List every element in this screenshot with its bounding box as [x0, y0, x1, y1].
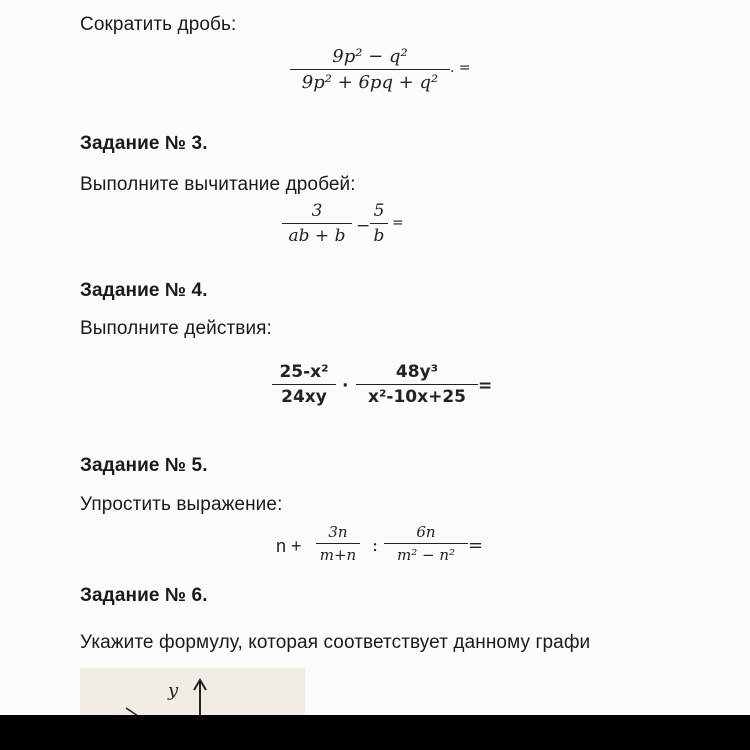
fraction-bar: [316, 543, 360, 544]
task5-frac2-denominator: m² − n²: [396, 546, 455, 564]
fraction-bar: [282, 223, 352, 224]
task3-frac1-numerator: 3: [311, 201, 323, 221]
task3-fraction-2: [370, 201, 388, 246]
task3-heading: Задание № 3.: [80, 133, 208, 154]
task2-equals: . =: [450, 60, 471, 76]
task5-frac1-denominator: m+n: [319, 546, 357, 564]
task4-fraction-2: [356, 362, 478, 407]
task4-dot: ·: [342, 376, 349, 396]
task3-equals: =: [392, 215, 404, 231]
task5-fraction-2: [384, 523, 468, 564]
task5-frac2-numerator: 6n: [416, 523, 436, 541]
task5-frac1-numerator: 3n: [328, 523, 348, 541]
task5-instruction: Упростить выражение:: [80, 494, 283, 515]
fraction-bar: [272, 384, 336, 385]
task2-numerator: 9p² − q²: [332, 46, 408, 67]
task2-denominator: 9p² + 6pq + q²: [301, 72, 439, 93]
y-axis-label: y: [168, 680, 179, 701]
task4-frac2-denominator: x²-10x+25: [368, 387, 466, 407]
task5-fraction-1: [316, 523, 360, 564]
fraction-bar: [384, 543, 468, 544]
task5-lead: n +: [276, 536, 302, 556]
task4-frac1-numerator: 25-x²: [279, 362, 329, 382]
fraction-bar: [370, 223, 388, 224]
task5-colon: :: [372, 535, 379, 556]
task4-frac1-denominator: 24xy: [281, 387, 327, 407]
task3-frac2-numerator: 5: [373, 201, 385, 221]
task3-instruction: Выполните вычитание дробей:: [80, 174, 356, 195]
task4-instruction: Выполните действия:: [80, 318, 272, 339]
task3-frac2-denominator: b: [373, 226, 385, 246]
graph-curve-fragment: [126, 708, 138, 715]
task4-equals: =: [478, 376, 493, 396]
task3-frac1-denominator: ab + b: [288, 226, 346, 246]
task4-heading: Задание № 4.: [80, 280, 208, 301]
task4-frac2-numerator: 48y³: [395, 362, 439, 382]
bottom-black-bar: [0, 715, 750, 750]
graph-svg: [80, 668, 305, 715]
task4-fraction-1: [272, 362, 336, 407]
fraction-bar: [290, 69, 450, 70]
fraction-bar: [356, 384, 478, 385]
task3-fraction-1: [282, 201, 352, 246]
task2-fraction: [290, 46, 450, 93]
task5-heading: Задание № 5.: [80, 455, 208, 476]
task6-heading: Задание № 6.: [80, 585, 208, 606]
task2-instruction: Сократить дробь:: [80, 14, 237, 35]
graph-figure: [80, 668, 305, 715]
task6-instruction: Укажите формулу, которая соответствует данному графи: [80, 632, 591, 653]
task5-equals: =: [468, 535, 484, 556]
task3-minus: −: [356, 216, 371, 236]
